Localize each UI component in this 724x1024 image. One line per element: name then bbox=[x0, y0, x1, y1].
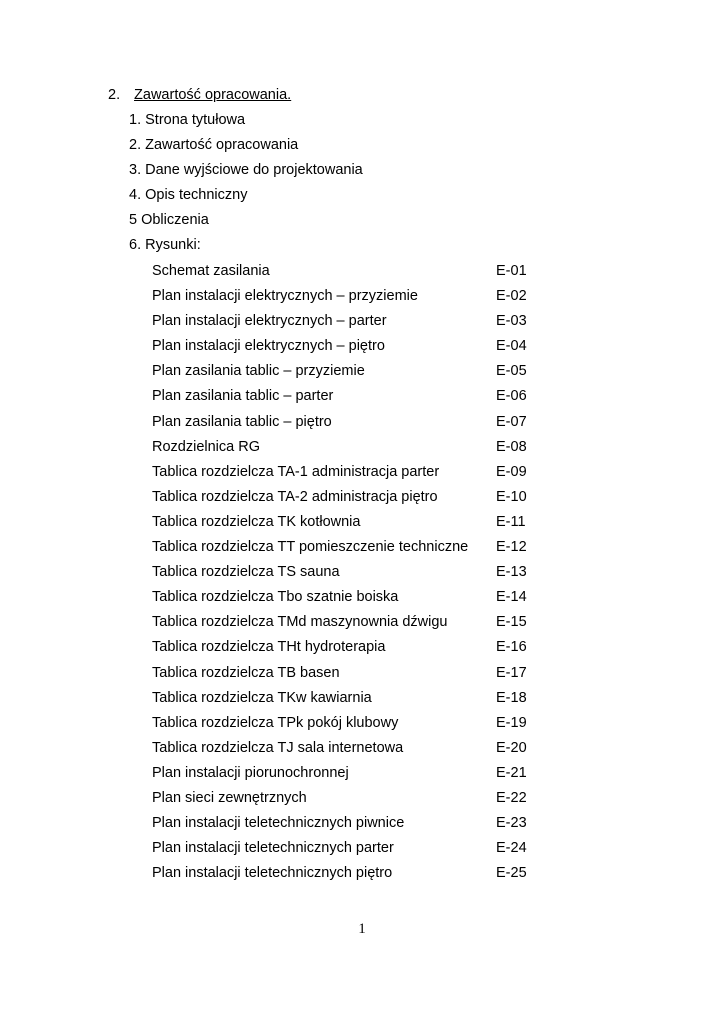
drawing-code: E-24 bbox=[496, 840, 527, 857]
drawing-title: Tablica rozdzielcza TPk pokój klubowy bbox=[152, 714, 399, 731]
contents-item: 4. Opis techniczny bbox=[129, 187, 248, 204]
drawing-code: E-03 bbox=[496, 313, 527, 330]
contents-item: 6. Rysunki: bbox=[129, 237, 201, 254]
drawing-title: Plan instalacji piorunochronnej bbox=[152, 764, 349, 781]
drawing-title: Tablica rozdzielcza TT pomieszczenie techniczne bbox=[152, 539, 469, 556]
drawing-title: Plan instalacji teletechnicznych piwnice bbox=[152, 815, 405, 832]
drawing-code: E-04 bbox=[496, 338, 527, 355]
contents-item: 2. Zawartość opracowania bbox=[129, 137, 299, 154]
drawing-item bbox=[152, 488, 542, 513]
drawing-item bbox=[152, 839, 542, 864]
section-number: 2. bbox=[108, 87, 121, 103]
drawing-code: E-11 bbox=[496, 513, 526, 530]
drawing-title: Tablica rozdzielcza TJ sala internetowa bbox=[152, 739, 404, 756]
drawing-item bbox=[152, 262, 542, 287]
section-heading bbox=[108, 86, 291, 104]
drawing-title: Tablica rozdzielcza TA-1 administracja parter bbox=[152, 463, 440, 480]
drawing-item bbox=[152, 714, 542, 739]
drawing-title: Plan instalacji teletechnicznych parter bbox=[152, 840, 394, 857]
drawing-code: E-14 bbox=[496, 589, 527, 606]
drawing-code: E-22 bbox=[496, 789, 527, 806]
drawing-title: Tablica rozdzielcza Tbo szatnie boiska bbox=[152, 589, 399, 606]
section-title: Zawartość opracowania. bbox=[134, 87, 292, 103]
drawing-code: E-19 bbox=[496, 714, 527, 731]
drawing-code: E-06 bbox=[496, 388, 527, 405]
drawing-item bbox=[152, 864, 542, 889]
drawing-code: E-01 bbox=[496, 263, 527, 279]
drawing-code: E-15 bbox=[496, 614, 527, 631]
drawing-code: E-25 bbox=[496, 865, 527, 882]
drawing-code: E-17 bbox=[496, 664, 527, 681]
drawing-item bbox=[152, 613, 542, 638]
drawing-title: Rozdzielnica RG bbox=[152, 438, 260, 455]
contents-item: 5 Obliczenia bbox=[129, 212, 209, 229]
drawing-item bbox=[152, 689, 542, 714]
drawing-title: Tablica rozdzielcza TMd maszynownia dźwigu bbox=[152, 614, 448, 631]
drawing-title: Plan zasilania tablic – przyziemie bbox=[152, 363, 365, 380]
drawing-title: Tablica rozdzielcza TK kotłownia bbox=[152, 513, 361, 530]
drawing-title: Plan instalacji elektrycznych – parter bbox=[152, 313, 387, 330]
drawing-item bbox=[152, 312, 542, 337]
drawing-code: E-07 bbox=[496, 413, 527, 430]
drawing-code: E-02 bbox=[496, 288, 527, 305]
contents-item: 1. Strona tytułowa bbox=[129, 112, 246, 128]
drawing-code: E-12 bbox=[496, 539, 527, 556]
drawing-code: E-21 bbox=[496, 764, 527, 781]
contents-list bbox=[129, 111, 363, 262]
contents-item: 3. Dane wyjściowe do projektowania bbox=[129, 162, 363, 179]
drawing-code: E-20 bbox=[496, 739, 527, 756]
drawing-title: Tablica rozdzielcza TA-2 administracja piętro bbox=[152, 488, 438, 505]
drawing-code: E-08 bbox=[496, 438, 527, 455]
drawing-item bbox=[152, 538, 542, 563]
drawing-code: E-18 bbox=[496, 689, 527, 706]
drawing-item bbox=[152, 638, 542, 663]
drawing-item bbox=[152, 337, 542, 362]
drawing-title: Plan instalacji elektrycznych – piętro bbox=[152, 338, 385, 355]
drawing-code: E-05 bbox=[496, 363, 527, 380]
drawing-item bbox=[152, 739, 542, 764]
drawing-item bbox=[152, 387, 542, 412]
drawing-title: Plan sieci zewnętrznych bbox=[152, 789, 307, 806]
drawing-code: E-10 bbox=[496, 488, 527, 505]
drawing-code: E-13 bbox=[496, 564, 527, 581]
drawing-item bbox=[152, 413, 542, 438]
drawing-item bbox=[152, 463, 542, 488]
drawing-title: Plan instalacji elektrycznych – przyziemie bbox=[152, 288, 418, 305]
drawing-code: E-16 bbox=[496, 639, 527, 656]
drawings-list bbox=[152, 262, 542, 889]
drawing-item bbox=[152, 287, 542, 312]
drawing-title: Plan zasilania tablic – piętro bbox=[152, 413, 332, 430]
drawing-title: Plan instalacji teletechnicznych piętro bbox=[152, 865, 393, 882]
drawing-item bbox=[152, 438, 542, 463]
drawing-title: Tablica rozdzielcza TB basen bbox=[152, 664, 340, 681]
drawing-item bbox=[152, 362, 542, 387]
drawing-item bbox=[152, 764, 542, 789]
drawing-item bbox=[152, 588, 542, 613]
drawing-item bbox=[152, 814, 542, 839]
page-number: 1 bbox=[358, 921, 366, 937]
drawing-item bbox=[152, 563, 542, 588]
drawing-code: E-09 bbox=[496, 463, 527, 480]
drawing-title: Plan zasilania tablic – parter bbox=[152, 388, 334, 405]
drawing-item bbox=[152, 513, 542, 538]
drawing-code: E-23 bbox=[496, 815, 527, 832]
drawing-item bbox=[152, 664, 542, 689]
drawing-item bbox=[152, 789, 542, 814]
drawing-title: Tablica rozdzielcza THt hydroterapia bbox=[152, 639, 386, 656]
drawing-title: Schemat zasilania bbox=[152, 263, 270, 279]
drawing-title: Tablica rozdzielcza TKw kawiarnia bbox=[152, 689, 372, 706]
drawing-title: Tablica rozdzielcza TS sauna bbox=[152, 564, 340, 581]
